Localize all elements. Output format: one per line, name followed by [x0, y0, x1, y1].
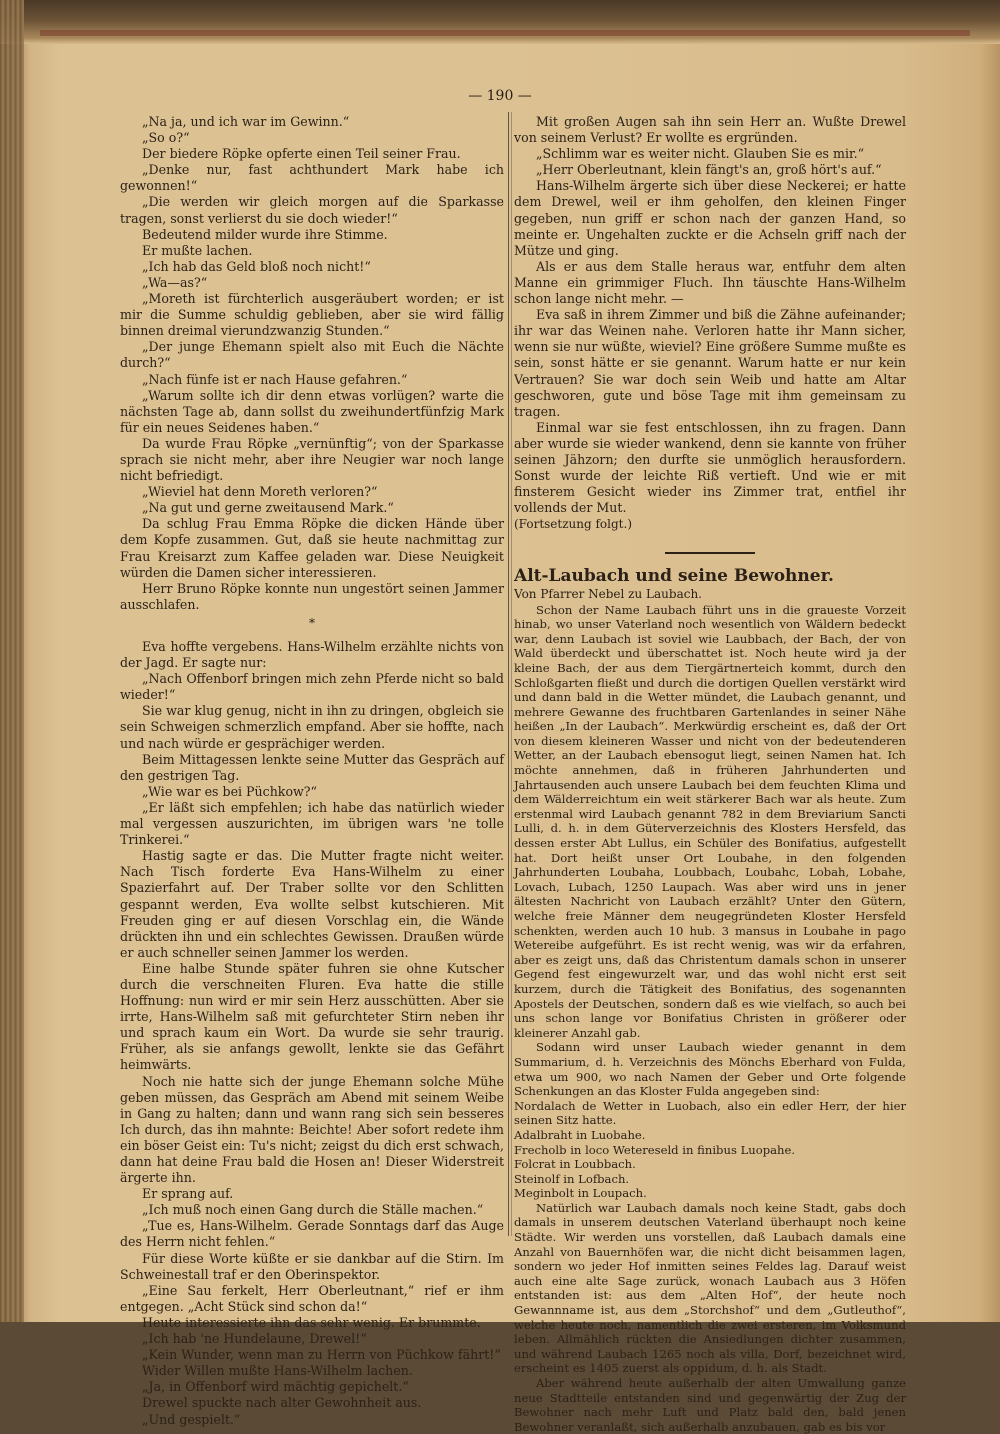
- page-number: — 190 —: [468, 88, 532, 104]
- paragraph: „Tue es, Hans-Wilhelm. Gerade Sonntags darf das Auge des Herrn nicht fehlen.“: [120, 1218, 504, 1250]
- paragraph: „Und gespielt.“: [142, 1411, 241, 1427]
- donation-entry: Meginbolt in Loupach.: [514, 1186, 647, 1201]
- paragraph: „Ich muß noch einen Gang durch die Ställe machen.“: [142, 1202, 484, 1218]
- paragraph: Eine halbe Stunde später fuhren sie ohne Kutscher durch die verschneiten Fluren. Eva hatte die stille Hoffnung: nun wird er mir sein Herz ausschütten. Aber sie irrte, Hans-Wilhelm saß mit gefurchteter Stirn neben ihr und sprach kaum ein Wort. Da wurde sie sehr traurig. Früher, als sie anfangs gewollt, lenkte sie das Gefährt heimwärts.: [120, 960, 504, 1073]
- section-divider: [665, 552, 755, 554]
- article-paragraph: Schon der Name Laubach führt uns in die graueste Vorzeit hinab, wo unser Vaterland noch wesentlich von Wäldern bedeckt war, denn Laubach ist soviel wie Laubbach, der Bach, der von Wald überdeckt und überschattet ist. Noch heute wird ja der kleine Bach, der aus dem Tiergärtnerteich kommt, durch den Schloßgarten fließt und durch die dortigen Quellen verstärkt wird und dann bald in die Wetter mündet, die Laubach genannt, und mehrere Gewanne des fruchtbaren Gartenlandes in seiner Nähe heißen „In der Laubach“. Merkwürdig erscheint es, daß der Ort von diesem kleineren Wasser und nicht von der bedeutenderen Wetter, an der Laubach ebensogut liegt, seinen Namen hat. Ich möchte annehmen, daß in früheren Jahrhunderten und Jahrtausenden auch unsere Laubach bei dem feuchten Klima und dem Wälderreichtum ein weit stärkerer Bach war als heute. Zum erstenmal wird Laubach genannt 782 in dem Breviarium Sancti Lulli, d. h. in dem Güterverzeichnis des Klosters Hersfeld, das dessen erster Abt Lullus, ein Schüler des Bonifatius, aufgestellt hat. Dort heißt unser Ort Loubahe, in den folgenden Jahrhunderten Loubaha, Loubbach, Loubahc, Lobah, Lobahe, Lovach, Lubach, 1250 Laupach. Was aber wird uns in jener ältesten Nachricht von Laubach erzählt? Unter den Gütern, welche freie Männer dem neugegründeten Kloster Hersfeld schenkten, werden auch 10 hub. 3 mansus in Loubahe in pago Wetereibe aufgeführt. Es ist recht wenig, was wir da erfahren, aber es zeigt uns, daß das Christentum damals schon in unserer Gegend fest eingewurzelt war, und das wohl nicht erst seit kurzem, durch die Tätigkeit des Bonifatius, des sogenannten Apostels der Deutschen, sondern daß es wie vielfach, so auch bei uns schon lange vor Bonifatius Christen in größerer oder kleinerer Anzahl gab.: [514, 602, 906, 1040]
- continued-note: (Fortsetzung folgt.): [514, 517, 632, 532]
- paragraph: „Er läßt sich empfehlen; ich habe das natürlich wieder mal vergessen auszurichten, im übrigen wars 'ne tolle Trinkerei.“: [120, 799, 504, 848]
- story-continuation: [514, 114, 906, 516]
- article-paragraph: Sodann wird unser Laubach wieder genannt in dem Summarium, d. h. Verzeichnis des Mönchs Eberhard von Fulda, etwa um 900, wo nach Namen der Geber und Orte folgende Schenkungen an das Kloster Fulda angegeben sind:: [514, 1040, 906, 1099]
- column-divider: [508, 112, 509, 1236]
- donation-entry: Steinolf in Lofbach.: [514, 1171, 630, 1186]
- paragraph: „Nach Offenborf bringen mich zehn Pferde nicht so bald wieder!“: [120, 671, 504, 703]
- paragraph: Wider Willen mußte Hans-Wilhelm lachen.: [142, 1363, 413, 1379]
- paragraph: „Wieviel hat denn Moreth verloren?“: [142, 484, 378, 500]
- paragraph: „Na ja, und ich war im Gewinn.“: [142, 114, 350, 129]
- column-divider-secondary: [511, 112, 512, 1236]
- paragraph: Hastig sagte er das. Die Mutter fragte nicht weiter. Nach Tisch forderte Eva Hans-Wilhelm zu einer Spazierfahrt auf. Der Traber sollte vor den Schlitten gespannt werden, Eva wollte selbst kutschieren. Mit Freuden ging er auf diesen Vorschlag ein, die Wände drückten ihn und ein schlechtes Gewissen. Draußen würde er auch schneller seinen Jammer los werden.: [120, 848, 504, 960]
- paragraph: „Na gut und gerne zweitausend Mark.“: [142, 500, 394, 516]
- binding-edge: [40, 30, 970, 36]
- paragraph: „Wie war es bei Püchkow?“: [142, 783, 317, 799]
- donation-entry: Nordalach de Wetter in Luobach, also ein edler Herr, der hier seinen Sitz hatte.: [514, 1098, 906, 1128]
- donation-entry: Adalbraht in Luobahe.: [514, 1127, 646, 1142]
- paragraph: Er mußte lachen.: [142, 242, 253, 258]
- left-column: [120, 114, 504, 1428]
- paragraph: Er sprang auf.: [142, 1186, 234, 1202]
- paragraph: Da wurde Frau Röpke „vernünftig“; von der Sparkasse sprach sie nicht mehr, aber ihre Neugier war noch lange nicht befriedigt.: [120, 435, 504, 484]
- paragraph: Als er aus dem Stalle heraus war, entfuhr dem alten Manne ein grimmiger Fluch. Ihn täuschte Hans-Wilhelm schon lange nicht mehr. —: [514, 258, 906, 307]
- paragraph: Einmal war sie fest entschlossen, ihn zu fragen. Dann aber wurde sie wieder wankend, denn sie kannte von früher seinen Jähzorn; den durfte sie unmöglich herausfordern. Sonst wurde der leichte Riß vertieft. Und wie er mit finsterem Gesicht wieder ins Zimmer trat, entfiel ihr vollends der Mut.: [514, 419, 906, 516]
- paragraph: Eva hoffte vergebens. Hans-Wilhelm erzählte nichts von der Jagd. Er sagte nur:: [120, 639, 504, 671]
- paragraph: „Schlimm war es weiter nicht. Glauben Sie es mir.“: [536, 146, 865, 162]
- book-top-edge: [0, 0, 1000, 44]
- donation-entry: Frecholb in loco Wetereseld in finibus Luopahe.: [514, 1142, 796, 1157]
- article-paragraph: Aber während heute außerhalb der alten Umwallung ganze neue Stadtteile entstanden sind und gegenwärtig der Zug der Bewohner nach mehr Luft und Platz bald den, bald jenen Bewohner veranlaßt, sich außerhalb anzubauen, gab es bis vor: [514, 1376, 906, 1434]
- paragraph: Sie war klug genug, nicht in ihn zu dringen, obgleich sie sein Schweigen schmerzlich empfand. Aber sie hoffte, nach und nach würde er gesprächiger werden.: [120, 703, 504, 751]
- paragraph: Noch nie hatte sich der junge Ehemann solche Mühe geben müssen, das Gespräch am Abend mit seinem Weibe in Gang zu halten; dann und wann rang sich sein besseres Ich durch, das ihn mahnte: Beichte! Aber sofort redete ihm ein böser Geist ein: Tu's nicht; zeigst du dich erst schwach, dann hat deine Frau bald die Hosen an! Dieser Widerstreit ärgerte ihn.: [120, 1073, 504, 1186]
- paragraph: „Moreth ist fürchterlich ausgeräubert worden; er ist mir die Summe schuldig geblieben, aber sie wird fällig binnen dreimal vierundzwanzig Stunden.“: [120, 291, 504, 339]
- paragraph: „Ich hab das Geld bloß noch nicht!“: [142, 258, 371, 274]
- paragraph: Drewel spuckte nach alter Gewohnheit aus.: [142, 1395, 422, 1411]
- paragraph: Eva saß in ihrem Zimmer und biß die Zähne aufeinander; ihr war das Weinen nahe. Verloren hatte ihr Mann sicher, wenn sie nur wüßte, wieviel? Eine größere Summe mußte es sein, sonst hätte er sie genannt. Warum hatte er nur kein Vertrauen? Sie war doch sein Weib und hatte am Altar geschworen, gute und böse Tage mit ihm gemeinsam zu tragen.: [514, 307, 906, 419]
- paragraph: „Ich hab 'ne Hundelaune, Drewel!“: [142, 1331, 367, 1347]
- paragraph: Beim Mittagessen lenkte seine Mutter das Gespräch auf den gestrigen Tag.: [120, 751, 504, 783]
- article-paragraph: Natürlich war Laubach damals noch keine Stadt, gabs doch damals in unserem deutschen Vaterland überhaupt noch keine Städte. Wir werden uns vorstellen, daß Laubach damals eine Anzahl von Bauernhöfen war, die nicht dicht beisammen lagen, sondern wo jeder Hof inmitten seines Feldes lag. Darauf weist auch eine alte Sage zurück, wonach Laubach aus 3 Höfen entstanden ist: aus dem „Alten Hof“, der heute noch Gewannname ist, aus dem „Storchshof“ und dem „Gutleuthof“, welche heute noch, namentlich die zwei ersteren, im Volksmund leben. Allmählich rückten die Ansiedlungen dichter zusammen, und während Laubach 1265 noch als villa, Dorf, bezeichnet wird, erscheint es 1405 zuerst als oppidum, d. h. als Stadt.: [514, 1200, 906, 1376]
- section-break: *: [309, 615, 315, 630]
- paragraph: Heute interessierte ihn das sehr wenig. Er brummte.: [142, 1314, 481, 1330]
- paragraph: „Eine Sau ferkelt, Herr Oberleutnant,“ rief er ihm entgegen. „Acht Stück sind schon da!“: [120, 1282, 504, 1314]
- article-body: [514, 603, 906, 1434]
- paragraph: „Nach fünfe ist er nach Hause gefahren.“: [142, 371, 408, 387]
- paragraph: „Warum sollte ich dir denn etwas vorlügen? warte die nächsten Tage ab, dann sollst du zweihundertfünfzig Mark für ein neues Seidenes haben.“: [120, 387, 504, 435]
- paragraph: Bedeutend milder wurde ihre Stimme.: [142, 226, 388, 242]
- paragraph: Für diese Worte küßte er sie dankbar auf die Stirn. Im Schweinestall traf er den Oberinspektor.: [120, 1250, 504, 1282]
- paragraph: „So o?“: [142, 130, 190, 146]
- paragraph: „Wa—as?“: [142, 274, 208, 290]
- paragraph: „Herr Oberleutnant, klein fängt's an, groß hört's auf.“: [536, 162, 882, 178]
- paragraph: Da schlug Frau Emma Röpke die dicken Hände über dem Kopfe zusammen. Gut, daß sie heute nachmittag zur Frau Kreisarzt zum Kaffee geladen war. Diese Neuigkeit würden die Damen sicher interessieren.: [120, 516, 504, 580]
- paragraph: „Der junge Ehemann spielt also mit Euch die Nächte durch?“: [120, 339, 504, 371]
- paragraph: „Ja, in Offenborf wird mächtig gepichelt.“: [142, 1379, 409, 1395]
- paragraph: „Die werden wir gleich morgen auf die Sparkasse tragen, sonst verlierst du sie doch wieder!“: [120, 194, 504, 226]
- paragraph: Der biedere Röpke opferte einen Teil seiner Frau.: [142, 146, 461, 162]
- paragraph: Hans-Wilhelm ärgerte sich über diese Neckerei; er hatte dem Drewel, weil er ihm geholfen, den kleinen Finger gegeben, nun griff er schon nach der ganzen Hand, so meinte er. Ungehalten zuckte er die Achseln griff nach der Mütze und ging.: [514, 178, 906, 258]
- article-title: Alt-Laubach und seine Bewohner.: [514, 566, 834, 587]
- book-spine-edge: [0, 0, 24, 1322]
- right-column: [514, 114, 906, 1434]
- article-byline: Von Pfarrer Nebel zu Laubach.: [514, 587, 702, 602]
- donation-entry: Folcrat in Loubbach.: [514, 1157, 636, 1172]
- paragraph: „Denke nur, fast achthundert Mark habe ich gewonnen!“: [120, 162, 504, 194]
- paragraph: Herr Bruno Röpke konnte nun ungestört seinen Jammer ausschlafen.: [120, 580, 504, 612]
- paragraph: Mit großen Augen sah ihn sein Herr an. Wußte Drewel von seinem Verlust? Er wollte es ergründen.: [514, 114, 906, 146]
- paragraph: „Kein Wunder, wenn man zu Herrn von Püchkow fährt!“: [142, 1347, 501, 1363]
